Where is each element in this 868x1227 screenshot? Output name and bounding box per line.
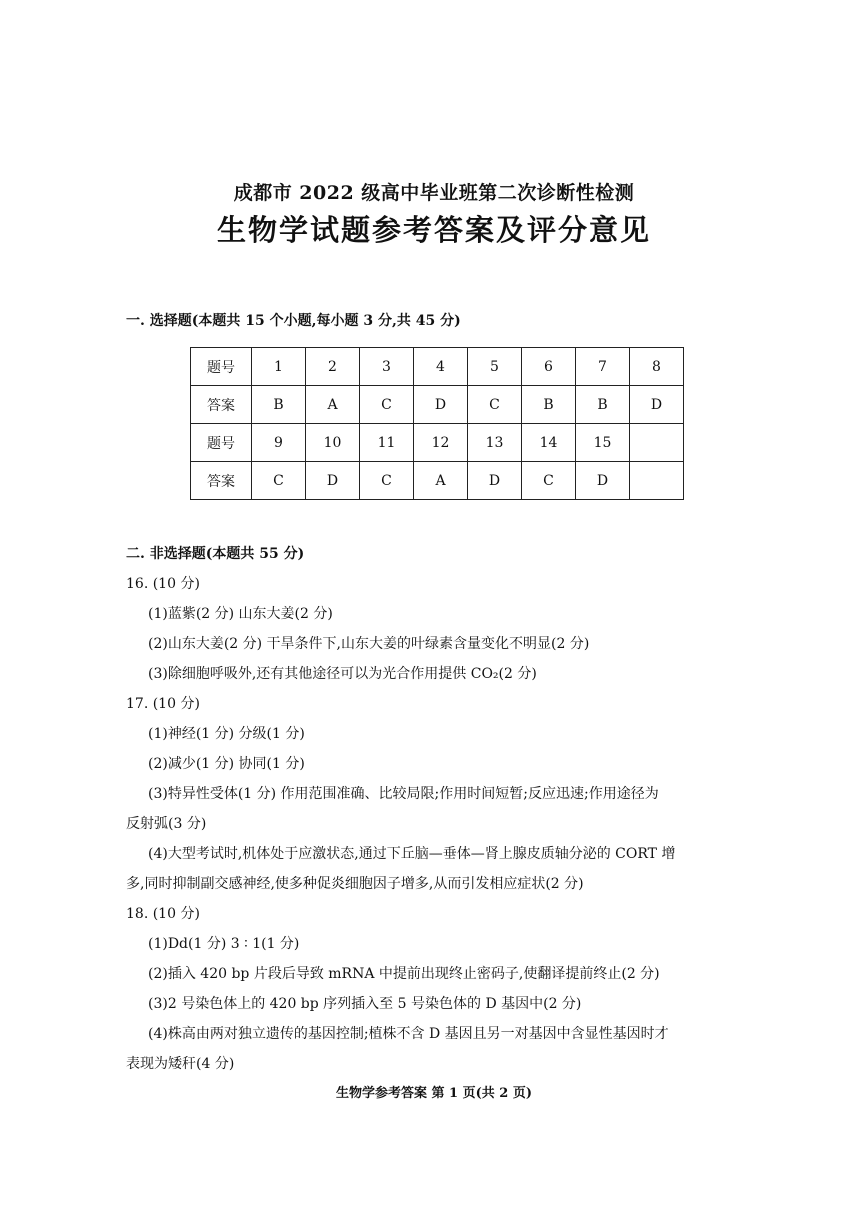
table-cell: C xyxy=(252,462,306,500)
table-row-label: 题号 xyxy=(191,424,252,462)
q18-answer-4-cont: 表现为矮秆(4 分) xyxy=(126,1056,235,1072)
table-cell: B xyxy=(576,386,630,424)
table-cell: D xyxy=(306,462,360,500)
q17-answer-2: (2)减少(1 分) 协同(1 分) xyxy=(148,756,305,772)
table-cell xyxy=(630,424,684,462)
table-row xyxy=(191,386,684,424)
q17-answer-3: (3)特异性受体(1 分) 作用范围准确、比较局限;作用时间短暂;反应迅速;作用途径为 xyxy=(148,786,659,802)
table-cell: 7 xyxy=(576,348,630,386)
table-cell: C xyxy=(522,462,576,500)
q17-answer-1: (1)神经(1 分) 分级(1 分) xyxy=(148,726,305,742)
table-cell: 4 xyxy=(414,348,468,386)
q16-answer-3: (3)除细胞呼吸外,还有其他途径可以为光合作用提供 CO₂(2 分) xyxy=(148,666,537,682)
table-cell: C xyxy=(360,462,414,500)
table-cell: D xyxy=(468,462,522,500)
table-cell: 14 xyxy=(522,424,576,462)
section-2-heading: 二. 非选择题(本题共 55 分) xyxy=(126,546,305,562)
page-footer: 生物学参考答案 第 1 页(共 2 页) xyxy=(335,1086,533,1101)
table-row xyxy=(191,348,684,386)
table-cell: 5 xyxy=(468,348,522,386)
table-cell: A xyxy=(414,462,468,500)
table-row xyxy=(191,462,684,500)
q17-answer-4-cont: 多,同时抑制副交感神经,使多种促炎细胞因子增多,从而引发相应症状(2 分) xyxy=(126,876,584,892)
q18-answer-1: (1)Dd(1 分) 3 ∶ 1(1 分) xyxy=(148,936,300,952)
q16-answer-2: (2)山东大姜(2 分) 干旱条件下,山东大姜的叶绿素含量变化不明显(2 分) xyxy=(148,636,590,652)
q16-answer-1: (1)蓝紫(2 分) 山东大姜(2 分) xyxy=(148,606,333,622)
table-cell: 12 xyxy=(414,424,468,462)
table-row-label: 题号 xyxy=(191,348,252,386)
table-cell: 2 xyxy=(306,348,360,386)
table-cell: 15 xyxy=(576,424,630,462)
table-cell: 9 xyxy=(252,424,306,462)
q18-answer-2: (2)插入 420 bp 片段后导致 mRNA 中提前出现终止密码子,使翻译提前终止(2 分) xyxy=(148,966,660,982)
table-cell: 13 xyxy=(468,424,522,462)
q18-answer-3: (3)2 号染色体上的 420 bp 序列插入至 5 号染色体的 D 基因中(2 分) xyxy=(148,996,582,1012)
document-title: 生物学试题参考答案及评分意见 xyxy=(216,213,651,247)
table-cell: 11 xyxy=(360,424,414,462)
q17-answer-3-cont: 反射弧(3 分) xyxy=(126,816,207,832)
table-cell: 10 xyxy=(306,424,360,462)
section-1-heading: 一. 选择题(本题共 15 个小题,每小题 3 分,共 45 分) xyxy=(126,313,461,329)
q17-answer-4: (4)大型考试时,机体处于应激状态,通过下丘脑—垂体—肾上腺皮质轴分泌的 CORT 增 xyxy=(148,846,676,862)
table-cell: 1 xyxy=(252,348,306,386)
question-17-header: 17. (10 分) xyxy=(126,696,200,712)
table-row-label: 答案 xyxy=(191,462,252,500)
question-18-header: 18. (10 分) xyxy=(126,906,200,922)
table-cell: B xyxy=(522,386,576,424)
table-cell: C xyxy=(468,386,522,424)
table-cell: A xyxy=(306,386,360,424)
answer-table xyxy=(190,347,684,500)
table-cell: C xyxy=(360,386,414,424)
table-cell xyxy=(630,462,684,500)
question-16-header: 16. (10 分) xyxy=(126,576,200,592)
table-cell: 8 xyxy=(630,348,684,386)
table-cell: D xyxy=(630,386,684,424)
table-cell: 6 xyxy=(522,348,576,386)
q18-answer-4: (4)株高由两对独立遗传的基因控制;植株不含 D 基因且另一对基因中含显性基因时才 xyxy=(148,1026,669,1042)
table-row-label: 答案 xyxy=(191,386,252,424)
table-cell: 3 xyxy=(360,348,414,386)
table-row xyxy=(191,424,684,462)
table-cell: B xyxy=(252,386,306,424)
table-cell: D xyxy=(576,462,630,500)
exam-title: 成都市 2022 级高中毕业班第二次诊断性检测 xyxy=(233,182,635,204)
table-cell: D xyxy=(414,386,468,424)
